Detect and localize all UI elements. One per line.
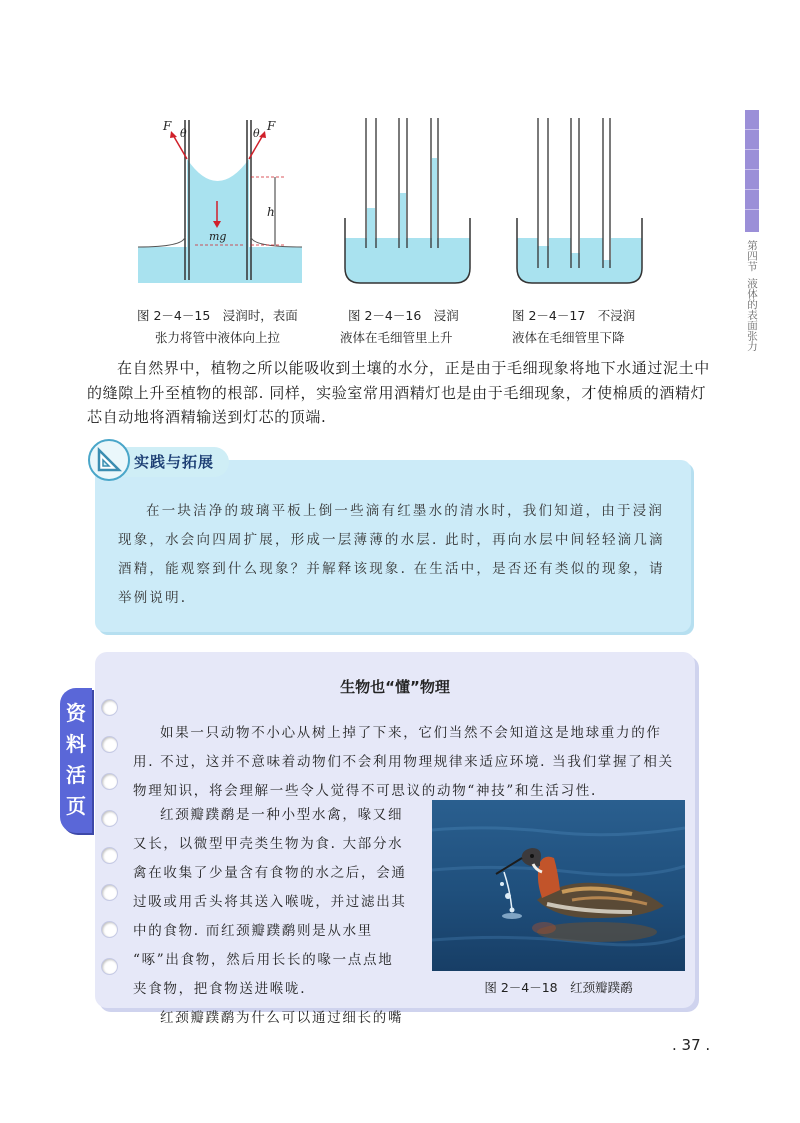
figure-wetting-capillaries (340, 118, 480, 288)
material-title: 生物也“懂”物理 (340, 678, 450, 696)
binder-ring (102, 922, 117, 937)
figure-caption-2-4-15: 图 2－4－15 浸润时，表面 张力将管中液体向上拉 (137, 308, 298, 345)
label-mg: mg (209, 230, 227, 243)
label-F-left: F (163, 119, 172, 133)
section-name: 第四节 (746, 240, 758, 272)
material-paragraph-1: 如果一只动物不小心从树上掉了下来，它们当然不会知道这是地球重力的作用. 不过，这并不意味着动物们不会利用物理规律来适应环境. 当我们掌握了相关物理知识，将会理解一些令人觉得不可思议的动物“神技”和生活习性. (133, 725, 674, 799)
binder-ring (102, 737, 117, 752)
label-F-right: F (267, 119, 276, 133)
intro-paragraph: 在自然界中，植物之所以能吸收到土壤的水分，正是由于毛细现象将地下水通过泥土中的缝隙上升至植物的根部. 同样，实验室常用酒精灯也是由于毛细现象，才使棉质的酒精灯芯自动地将酒精输送到灯芯的顶端. (87, 359, 710, 426)
binder-ring (102, 700, 117, 715)
ruler-triangle-icon (87, 438, 131, 482)
material-tab-char: 页 (66, 794, 86, 818)
practice-label: 实践与拓展 (134, 453, 215, 471)
material-tab-char: 资 (66, 701, 86, 725)
practice-text: 在一块洁净的玻璃平板上倒一些滴有红墨水的清水时，我们知道，由于浸润现象，水会向四周扩展，形成一层薄薄的水层. 此时，再向水层中间轻轻滴几滴酒精，能观察到什么现象？并解释该现象. 在生活中，是否还有类似的现象，请举例说明. (118, 503, 665, 606)
binder-ring (102, 811, 117, 826)
material-tab (60, 688, 92, 833)
material-paragraph-2: 红颈瓣蹼鹬是一种小型水禽，喙又细 又长，以微型甲壳类生物为食. 大部分水 禽在收集了少量含有食物的水之后，会通 过吸或用舌头将其送入喉咙，并过滤出其 中的食物. 而红颈瓣蹼鹬则是从水里 “啄”出食物，然后用长长的喙一点点地 夹食物，把食物送进喉咙. 红颈瓣蹼鹬为什么可以通过细长的嘴 (133, 807, 407, 1026)
figure-caption-2-4-17: 图 2－4－17 不浸润 液体在毛细管里下降 (512, 308, 636, 345)
label-theta-right: θ (253, 127, 260, 140)
section-color-bar (745, 110, 759, 232)
page-number: . 37 . (672, 1036, 711, 1054)
label-theta-left: θ (180, 127, 187, 140)
label-h: h (267, 205, 275, 219)
figure-nonwetting-capillaries (512, 118, 652, 288)
material-tab-char: 料 (66, 732, 86, 756)
phalarope-photo (432, 800, 685, 971)
photo-caption: 图 2－4－18 红颈瓣蹼鹬 (484, 980, 633, 995)
section-side-label (743, 240, 761, 351)
material-tab-char: 活 (66, 763, 86, 787)
binder-ring (102, 848, 117, 863)
figure-caption-2-4-16: 图 2－4－16 浸润 液体在毛细管里上升 (340, 308, 459, 345)
figure-capillary-force-diagram (135, 115, 305, 285)
section-topic: 液体的表面张力 (746, 277, 758, 351)
binder-ring (102, 959, 117, 974)
binder-ring (102, 774, 117, 789)
binder-ring (102, 885, 117, 900)
water-basin (138, 247, 302, 283)
